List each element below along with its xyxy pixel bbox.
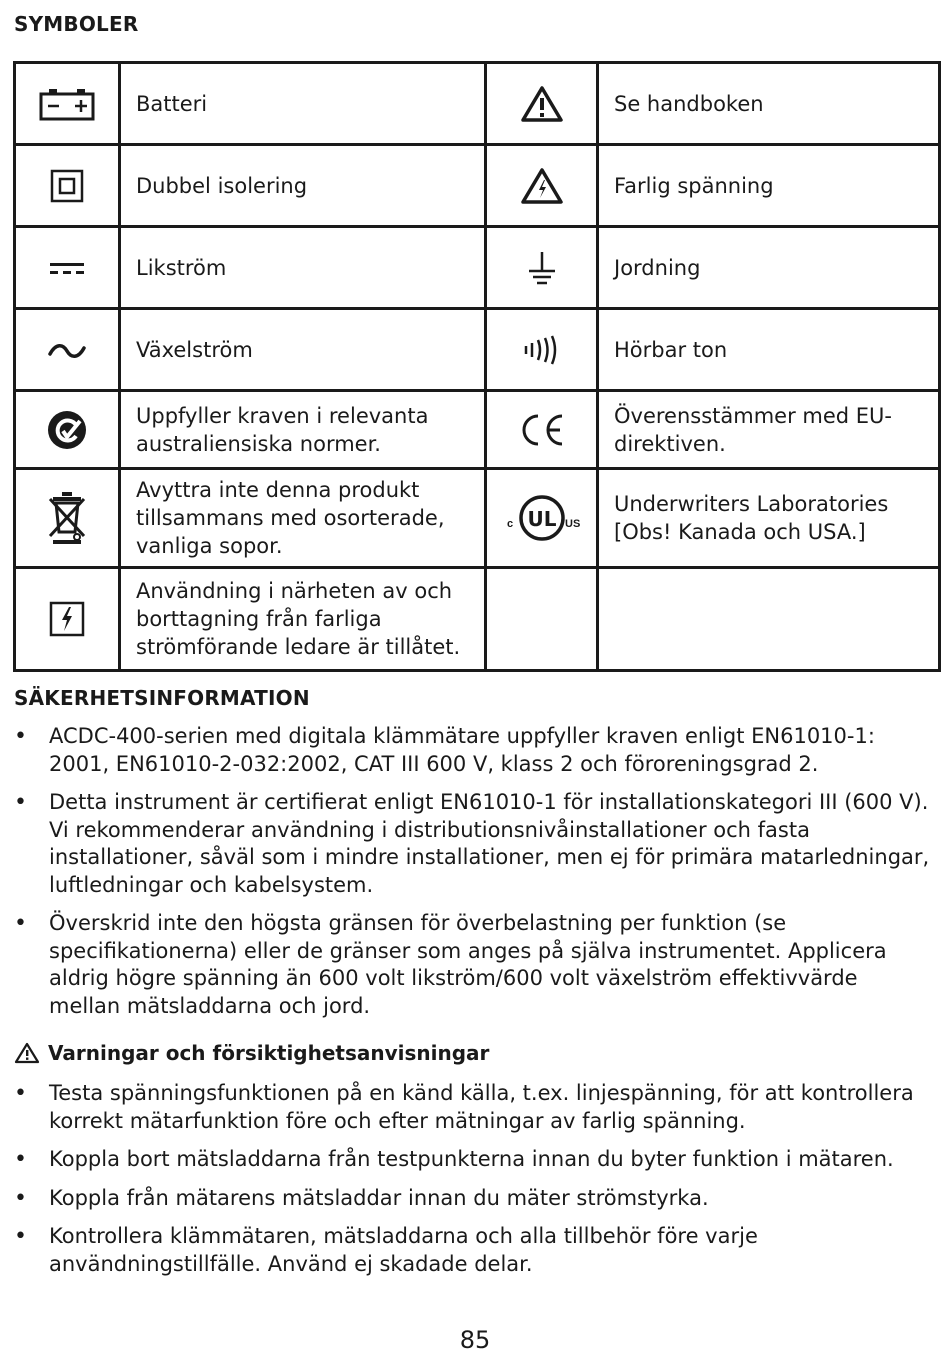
audible-tone-icon [523, 334, 561, 366]
warning-triangle-icon [14, 1042, 40, 1064]
weee-cell [15, 469, 120, 568]
list-item: • Kontrollera klämmätaren, mätsladdarna och alla tillbehör före varje användningstillfälle. Använd ej skadade delar. [14, 1223, 934, 1278]
symbol-label: Avyttra inte denna produkt tillsammans med osorterade, vanliga sopor. [120, 469, 486, 568]
cul-us-cell [486, 469, 598, 568]
symbol-row [15, 309, 940, 391]
high-voltage-icon [520, 167, 564, 205]
symbol-label: Växelström [120, 309, 486, 391]
weee-bin-icon [47, 490, 87, 546]
battery-cell [15, 63, 120, 145]
page-number: 85 [459, 1326, 491, 1354]
symbol-label: Batteri [120, 63, 486, 145]
warnings-heading [14, 1041, 489, 1065]
cul-left-text: c [506, 518, 513, 530]
direct-current-cell [15, 227, 120, 309]
symbol-row [15, 391, 940, 469]
direct-current-icon [49, 262, 85, 276]
live-conductor-icon [49, 601, 85, 637]
warning-cell [486, 63, 598, 145]
symbol-label: Hörbar ton [598, 309, 940, 391]
list-item: • Överskrid inte den högsta gränsen för överbelastning per funktion (se specifikationerna) eller de gränser som anges på själva instrumentet. Applicera aldrig högre spänning än 600 volt likström/600 volt växelström effektivvärde mellan mätsladdarna och jord. [14, 910, 934, 1020]
empty-cell [486, 568, 598, 671]
rcm-mark-icon [46, 409, 88, 451]
list-item: • ACDC-400-serien med digitala klämmätare uppfyller kraven enligt EN61010-1: 2001, EN61010-2-032:2002, CAT III 600 V, klass 2 och föroreningsgrad 2. [14, 723, 934, 778]
safety-list [14, 723, 934, 1031]
battery-icon [39, 87, 95, 121]
symbols-heading: SYMBOLER [14, 12, 139, 36]
symbol-label: Dubbel isolering [120, 145, 486, 227]
live-conductor-cell [15, 568, 120, 671]
symbol-label: Överensstämmer med EU-direktiven. [598, 391, 940, 469]
symbol-label: Likström [120, 227, 486, 309]
alternating-current-cell [15, 309, 120, 391]
ground-icon [527, 251, 557, 285]
symbol-label: Jordning [598, 227, 940, 309]
cul-right-text: US [564, 518, 580, 530]
safety-heading: SÄKERHETSINFORMATION [14, 686, 310, 710]
list-item: • Koppla från mätarens mätsladdar innan du mäter strömstyrka. [14, 1185, 934, 1213]
symbol-label: Se handboken [598, 63, 940, 145]
ce-mark-cell [486, 391, 598, 469]
rcm-mark-cell [15, 391, 120, 469]
audible-tone-cell [486, 309, 598, 391]
symbol-row [15, 469, 940, 568]
alternating-current-icon [48, 343, 86, 359]
ground-cell [486, 227, 598, 309]
symbol-label: Farlig spänning [598, 145, 940, 227]
symbols-table [13, 61, 941, 672]
symbol-row [15, 145, 940, 227]
double-insulation-cell [15, 145, 120, 227]
symbol-row [15, 568, 940, 671]
symbol-row [15, 63, 940, 145]
warning-triangle-icon [520, 85, 564, 123]
high-voltage-cell [486, 145, 598, 227]
list-item: • Detta instrument är certifierat enligt EN61010-1 för installationskategori III (600 V). Vi rekommenderar användning i distributionsnivåinstallationer och fasta installationer, såväl som i mindre installationer, men ej för primära matarledningar, luftledningar och kabelsystem. [14, 789, 934, 899]
symbol-label: Uppfyller kraven i relevanta australiensiska normer. [120, 391, 486, 469]
list-item: • Testa spänningsfunktionen på en känd källa, t.ex. linjespänning, för att kontrollera korrekt mätarfunktion före och efter mätningar av farlig spänning. [14, 1080, 934, 1135]
list-item: • Koppla bort mätsladdarna från testpunkterna innan du byter funktion i mätaren. [14, 1146, 934, 1174]
ce-mark-icon [518, 412, 566, 448]
double-insulation-icon [50, 169, 84, 203]
warnings-list [14, 1080, 934, 1289]
cul-center-text: UL [527, 507, 556, 531]
symbol-label: Underwriters Laboratories [Obs! Kanada och USA.] [598, 469, 940, 568]
empty-cell [598, 568, 940, 671]
symbol-row [15, 227, 940, 309]
symbol-label: Användning i närheten av och borttagning från farliga strömförande ledare är tillåtet. [120, 568, 486, 671]
cul-us-mark-icon [502, 493, 582, 543]
warnings-heading-text: Varningar och försiktighetsanvisningar [48, 1041, 490, 1065]
